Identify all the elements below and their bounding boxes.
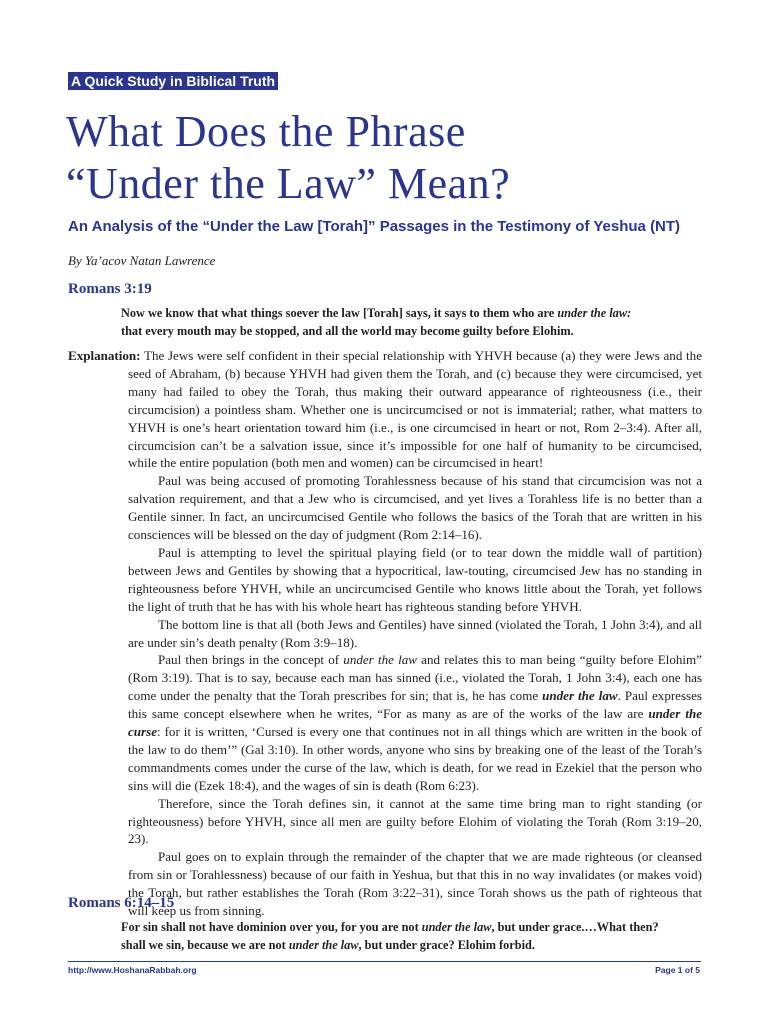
explanation-paragraph bbox=[68, 795, 702, 849]
title-line-2: “Under the Law” Mean? bbox=[66, 159, 511, 208]
paragraph-text: . Paul expresses this same concept elsewhere when he writes, “For as many as are of the works of the law are bbox=[128, 688, 702, 722]
paragraph-emphasis: under the curse bbox=[128, 706, 702, 740]
paragraph-text: : for it is written, ‘Cursed is every one that continues not in all things which are written in the book of the law to do them’” (Gal 3:10). In other words, anyone who sins by breaking one of the least of the Torah’s commandments comes under the curse of the law, which is death, for we read in Ezekiel that the person who sins will die (Ezek 18:4), and the wages of sin is death (Rom 6:23). bbox=[128, 724, 702, 793]
quote-emphasis: under the law bbox=[288, 938, 359, 952]
paragraph-text: Paul is attempting to level the spiritual playing field (or to tear down the middle wall of partition) between Jews and Gentiles by showing that a hypocritical, law-touting, circumcised Jew has no standing in righteousness before YHVH, while an uncircumcised Gentile who knows little about the Torah, yet follows the light of truth that he has with his whole heart has righteous standing before YHVH. bbox=[128, 544, 702, 614]
paragraph-text: The Jews were self confident in their special relationship with YHVH because (a) they were Jews and the seed of Abraham, (b) because YHVH had given them the Torah, and (c) because they were circumcised, yet many had failed to obey the Torah, thus making their outward appearance of righteousness (i.e., their circumcision) a pointless sham. Whether one is uncircumcised or not is immaterial; rather, what matters to YHVH is one’s heart orientation toward him (i.e., is one circumcised in heart or not, Rom 2–3:4). After all, circumcision can’t be a salvation issue, since it’s impossible for one half of humanity to be circumcised, while the entire population (both men and women) can be circumcised in heart! bbox=[128, 348, 702, 471]
explanation-body bbox=[68, 347, 702, 920]
paragraph-text: Paul was being accused of promoting Torahlessness because of his stand that circumcision was not a salvation requirement, and that a Jew who is circumcised, and yet lives a Torahless life is no better than a Gentile sinner. In fact, an uncircumcised Gentile who follows the basics of the Torah that are written in his consciences will be blessed on the day of judgment (Rom 2:14–16). bbox=[128, 473, 702, 543]
quote-emphasis: under the law bbox=[421, 920, 492, 934]
paragraph-text: Paul goes on to explain through the remainder of the chapter that we are made righteous (or cleansed from sin or Torahlessness) because of our faith in Yeshua, but that this in no way invalidates (or makes void) the Torah, but rather establishes the Torah (Rom 3:22–31), since Torah shows us the path of righteous that will keep us from sinning. bbox=[128, 849, 702, 919]
paragraph-text: The bottom line is that all (both Jews and Gentiles) have sinned (violated the Torah, 1 John 3:4), and all are under sin’s death penalty (Rom 3:9–18). bbox=[128, 616, 702, 650]
section-heading-romans-3-19: Romans 3:19 bbox=[68, 281, 152, 297]
page-title bbox=[66, 106, 706, 210]
title-line-1: What Does the Phrase bbox=[66, 107, 466, 156]
section-heading-romans-6-14: Romans 6:14–15 bbox=[68, 895, 175, 911]
paragraph-emphasis: under the law bbox=[542, 688, 618, 704]
scripture-quote-romans-3-19 bbox=[121, 304, 681, 340]
page-number: Page 1 of 5 bbox=[655, 965, 700, 975]
explanation-paragraph bbox=[68, 347, 702, 472]
series-badge: A Quick Study in Biblical Truth bbox=[68, 72, 278, 90]
page-subtitle: An Analysis of the “Under the Law [Torah]” Passages in the Testimony of Yeshua (NT) bbox=[68, 218, 681, 235]
explanation-paragraph bbox=[68, 616, 702, 652]
explanation-label: Explanation: bbox=[68, 348, 141, 363]
scripture-quote-romans-6-14 bbox=[121, 918, 681, 954]
quote-emphasis: under the law: bbox=[557, 306, 632, 320]
paragraph-text: and relates this to man being “guilty before Elohim” (Rom 3:19). That is to say, because each man has sinned (i.e., violated the Torah, 1 John 3:4), each one has come under the penalty that the Torah prescribes for sin; that is, he has come bbox=[128, 652, 702, 704]
quote-text: , but under grace? Elohim forbid. bbox=[358, 938, 535, 952]
footer-divider bbox=[68, 961, 701, 962]
explanation-paragraph bbox=[68, 651, 702, 794]
quote-text: For sin shall not have dominion over you, for you are not bbox=[121, 920, 422, 934]
paragraph-text: Paul then brings in the concept of bbox=[158, 652, 344, 668]
explanation-paragraph bbox=[68, 472, 702, 544]
footer-website-link[interactable]: http://www.HoshanaRabbah.org bbox=[68, 965, 197, 975]
paragraph-text: Therefore, since the Torah defines sin, it cannot at the same time bring man to right standing (or righteousness) before YHVH, since all men are guilty before Elohim of violating the Torah (Rom 3:19–20, 23). bbox=[128, 795, 702, 847]
quote-text: that every mouth may be stopped, and all the world may become guilty before Elohim. bbox=[121, 324, 574, 338]
quote-text: Now we know that what things soever the law [Torah] says, it says to them who are bbox=[121, 306, 558, 320]
author-byline: By Ya’acov Natan Lawrence bbox=[68, 253, 216, 268]
quote-text: , but under grace.…What then? shall we sin, because we are not bbox=[121, 920, 659, 952]
paragraph-emphasis: under the law bbox=[343, 652, 417, 668]
explanation-paragraph bbox=[68, 544, 702, 616]
